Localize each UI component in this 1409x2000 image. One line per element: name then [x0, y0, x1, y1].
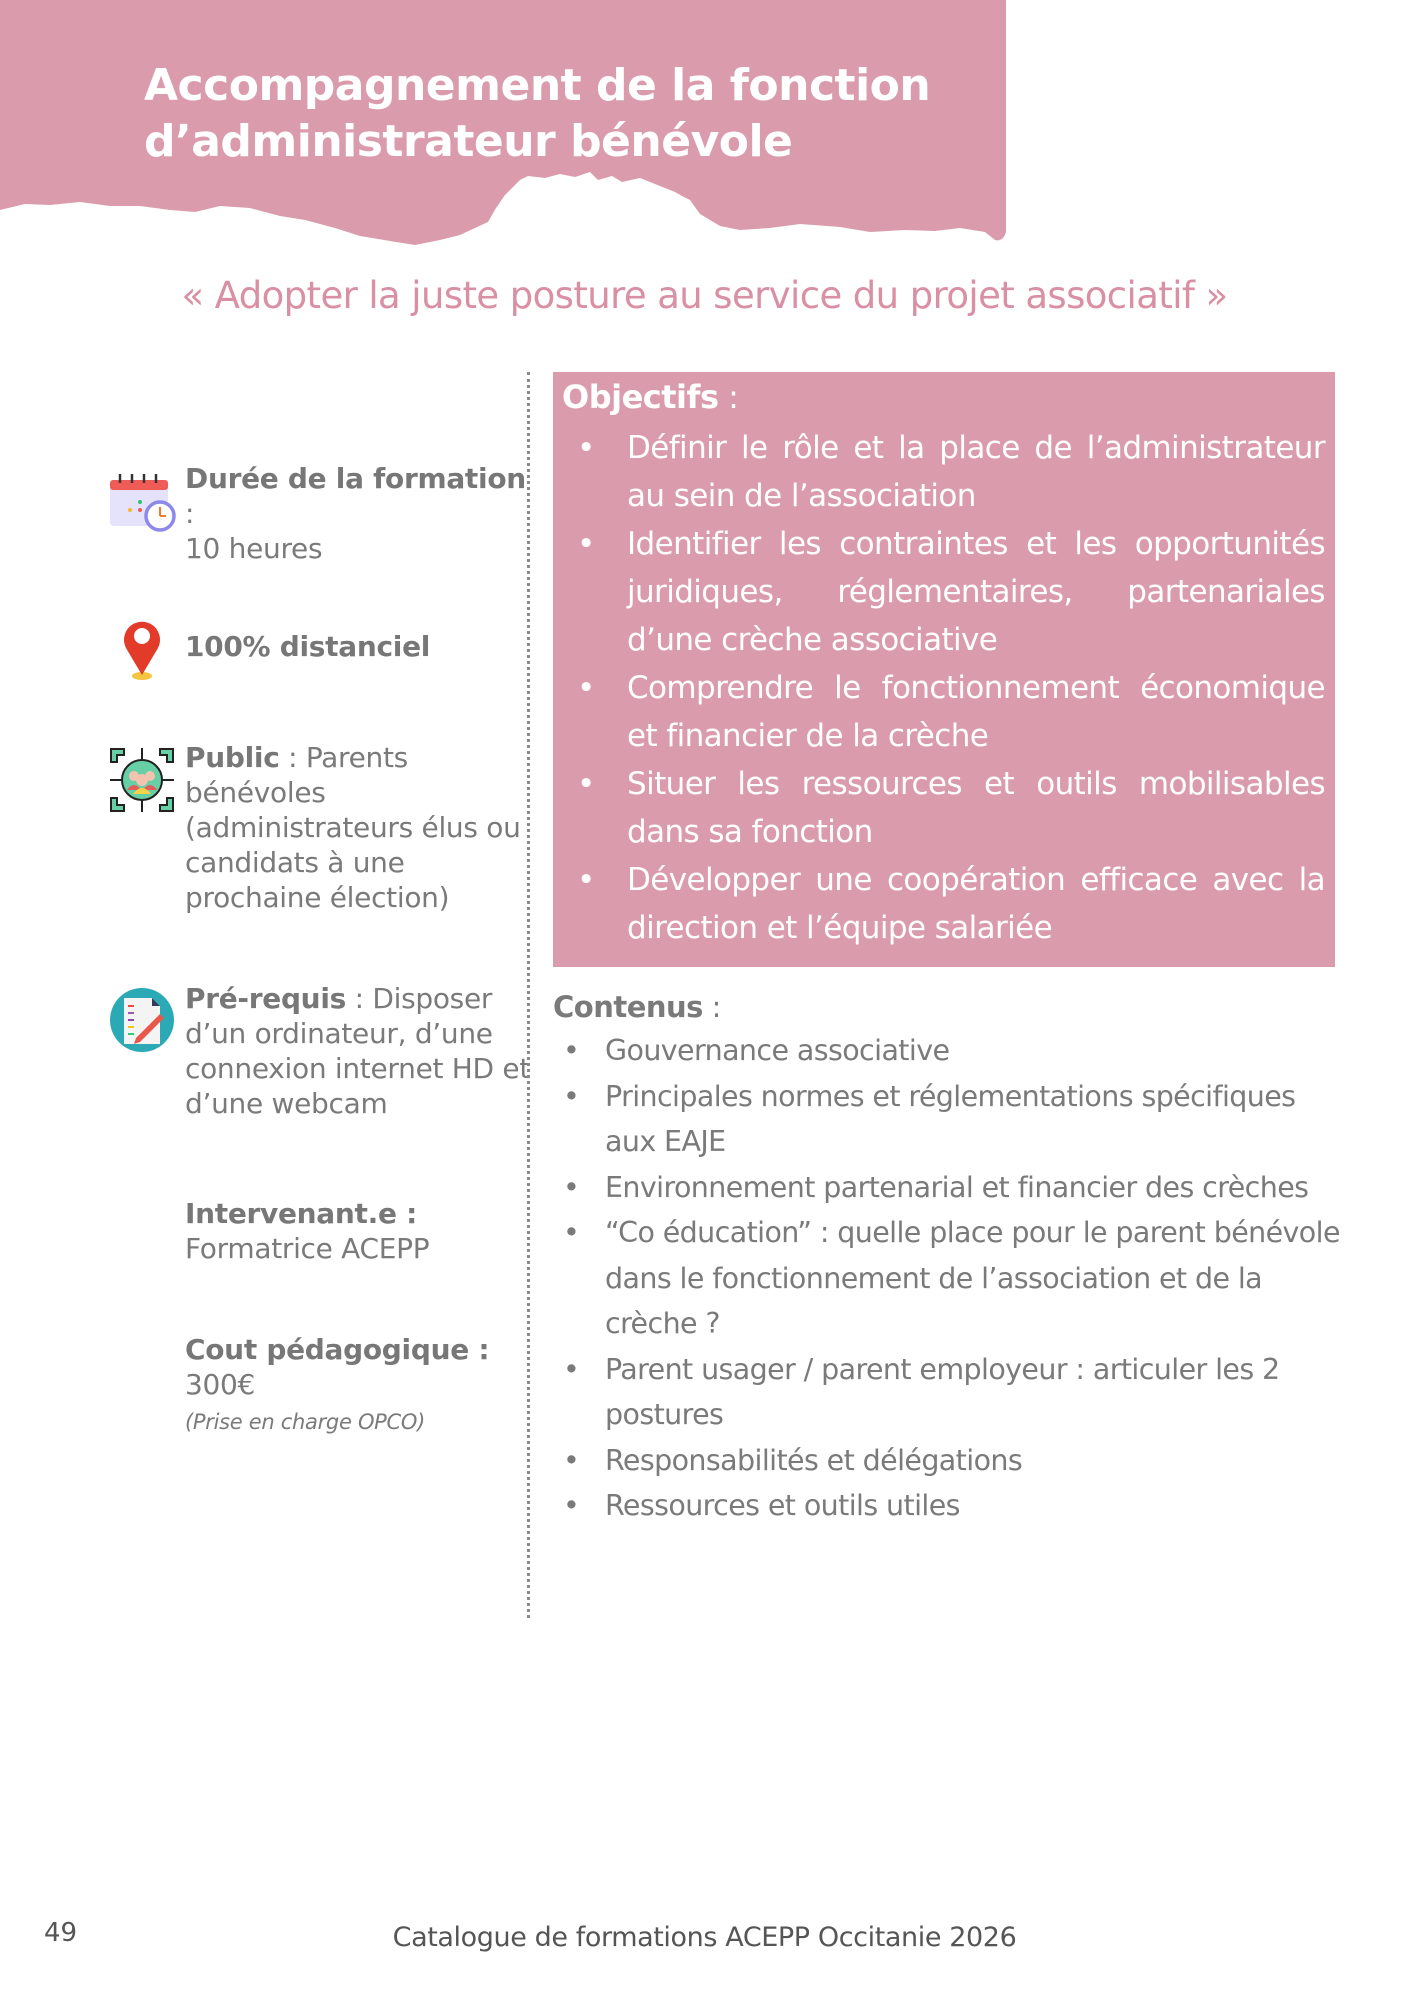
audience-label: Public — [185, 741, 280, 774]
objective-item: • Identifier les contraintes et les opportunités juridiques, réglementaires, partenariales d’une crèche associative — [562, 520, 1325, 664]
page-number: 49 — [44, 1918, 78, 1948]
content-item: • Principales normes et réglementations spécifiques aux EAJE — [553, 1074, 1353, 1165]
content-item: • Parent usager / parent employeur : articuler les 2 postures — [553, 1347, 1353, 1438]
calendar-clock-icon — [108, 468, 176, 536]
group-target-icon — [108, 746, 176, 814]
trainer-text — [185, 1196, 530, 1266]
cost-note: (Prise en charge OPCO) — [185, 1410, 426, 1434]
prerequisites-label: Pré-requis — [185, 982, 346, 1015]
contents-heading: Contenus : — [553, 990, 721, 1024]
contents-section — [553, 990, 1353, 1529]
objective-item: • Comprendre le fonctionnement économique et financier de la crèche — [562, 664, 1325, 760]
audience-text: Public : Parents bénévoles (administrateurs élus ou candidats à une prochaine élection) — [185, 741, 521, 914]
content-item: • Responsabilités et délégations — [553, 1438, 1353, 1484]
title-line-2: d’administrateur bénévole — [144, 116, 793, 167]
trainer-label: Intervenant.e : — [185, 1197, 417, 1230]
mode-text — [185, 629, 530, 664]
cost-label: Cout pédagogique : — [185, 1333, 490, 1366]
cost-text — [185, 1332, 530, 1440]
objective-item: • Développer une coopération efficace avec la direction et l’équipe salariée — [562, 856, 1325, 952]
objectives-heading: Objectifs : — [562, 378, 739, 416]
map-pin-icon — [108, 614, 176, 682]
cost-value: 300€ — [185, 1368, 256, 1401]
column-divider — [527, 372, 530, 1618]
prerequisites-text: Pré-requis : Disposer d’un ordinateur, d’une connexion internet HD et d’une webcam — [185, 982, 531, 1120]
audience-value: Parents bénévoles (administrateurs élus ou candidats à une prochaine élection) — [185, 741, 521, 914]
duration-value: 10 heures — [185, 532, 323, 565]
trainer-value: Formatrice ACEPP — [185, 1232, 430, 1265]
checklist-pencil-icon — [108, 986, 176, 1054]
duration-text: Durée de la formation : 10 heures — [185, 462, 526, 565]
header-banner — [0, 0, 1006, 245]
mode-label: 100% distanciel — [185, 630, 431, 663]
objective-item: • Définir le rôle et la place de l’administrateur au sein de l’association — [562, 424, 1325, 520]
title-line-1: Accompagnement de la fonction — [144, 60, 931, 111]
content-item: • “Co éducation” : quelle place pour le parent bénévole dans le fonctionnement de l’association et de la crèche ? — [553, 1210, 1353, 1347]
contents-list — [553, 1028, 1353, 1529]
objective-item: • Situer les ressources et outils mobilisables dans sa fonction — [562, 760, 1325, 856]
content-item: • Environnement partenarial et financier des crèches — [553, 1165, 1353, 1211]
objectives-box — [553, 372, 1335, 967]
footer-catalog-title: Catalogue de formations ACEPP Occitanie 2026 — [392, 1922, 1017, 1953]
objectives-list — [562, 424, 1325, 952]
tagline: « Adopter la juste posture au service du projet associatif » — [181, 274, 1228, 317]
content-item: • Gouvernance associative — [553, 1028, 1353, 1074]
content-item: • Ressources et outils utiles — [553, 1483, 1353, 1529]
prerequisites-value: Disposer d’un ordinateur, d’une connexion internet HD et d’une webcam — [185, 982, 531, 1120]
duration-label: Durée de la formation — [185, 462, 526, 495]
page-title — [144, 58, 930, 170]
